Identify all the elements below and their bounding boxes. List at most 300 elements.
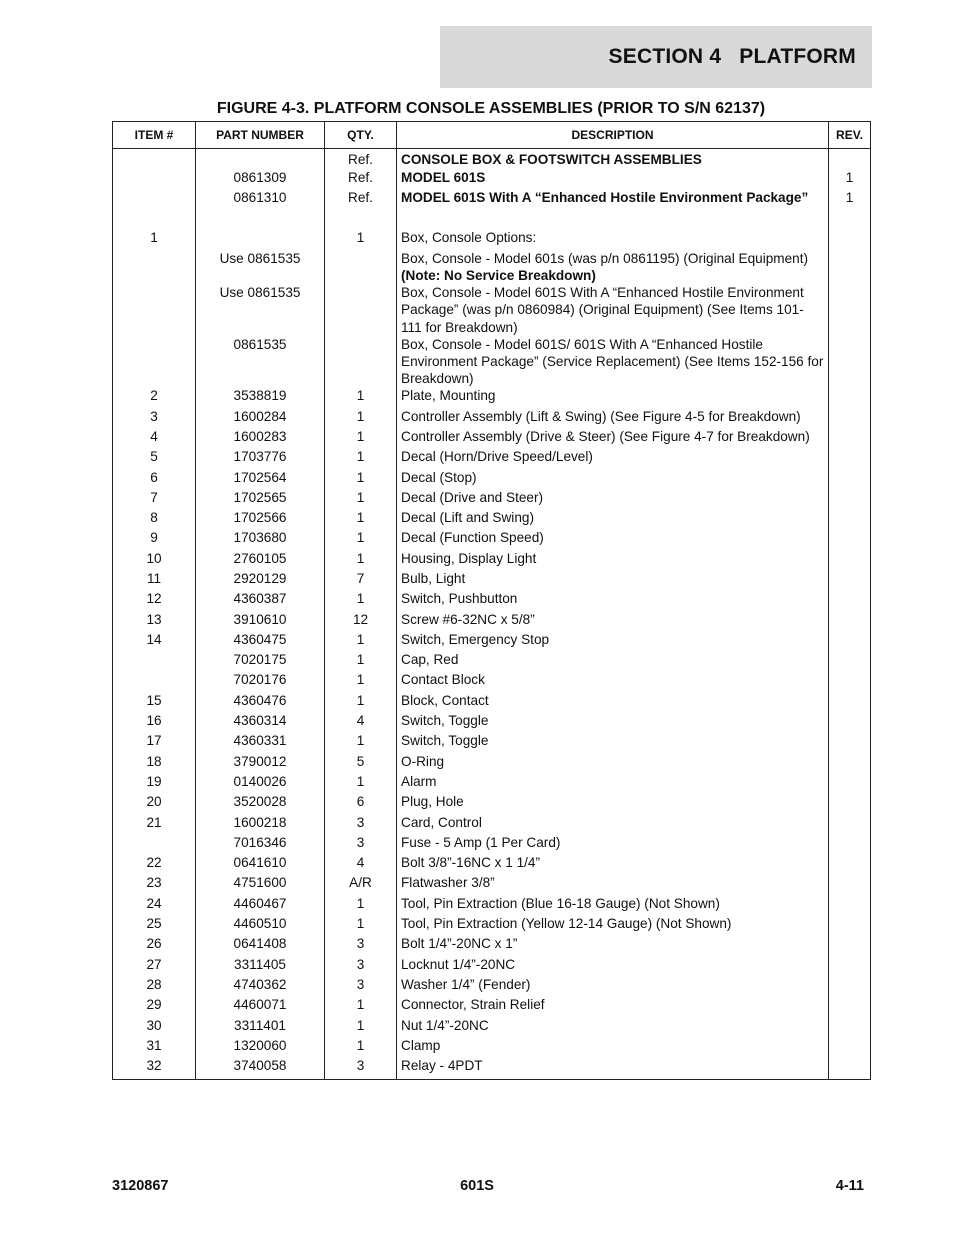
description-cell: [397, 408, 829, 428]
part-number-cell: 4751600: [196, 874, 325, 894]
description-text: Tool, Pin Extraction (Yellow 12-14 Gauge) (Not Shown): [401, 916, 732, 932]
description-cell: [397, 284, 829, 336]
description-text: Contact Block: [401, 672, 485, 688]
description-text: Controller Assembly (Lift & Swing) (See Figure 4-5 for Breakdown): [401, 408, 801, 424]
description-text: Decal (Lift and Swing): [401, 510, 534, 526]
description-text: Alarm: [401, 773, 437, 789]
part-number-cell: 4360331: [196, 732, 325, 752]
description-text: Block, Contact: [401, 692, 489, 708]
rev-cell: [829, 387, 871, 407]
qty-cell: 1: [325, 651, 397, 671]
table-row: [113, 209, 871, 229]
item-number-cell: 6: [113, 469, 196, 489]
rev-cell: [829, 611, 871, 631]
table-row: [113, 250, 871, 284]
rev-cell: [829, 570, 871, 590]
item-number-cell: 11: [113, 570, 196, 590]
table-row: [113, 469, 871, 489]
description-text: CONSOLE BOX & FOOTSWITCH ASSEMBLIES: [401, 152, 702, 167]
description-cell: [397, 671, 829, 691]
qty-cell: 3: [325, 814, 397, 834]
rev-cell: [829, 149, 871, 169]
part-number-cell: 1600218: [196, 814, 325, 834]
part-number-cell: 4360475: [196, 631, 325, 651]
table-row: [113, 814, 871, 834]
part-number-cell: 4360314: [196, 712, 325, 732]
part-number-cell: Use 0861535: [196, 250, 325, 284]
description-text: Clamp: [401, 1037, 441, 1053]
qty-cell: [325, 284, 397, 336]
description-cell: [397, 611, 829, 631]
item-number-cell: 26: [113, 935, 196, 955]
rev-cell: [829, 229, 871, 249]
qty-cell: Ref.: [325, 169, 397, 189]
rev-cell: [829, 956, 871, 976]
qty-cell: 1: [325, 509, 397, 529]
description-text: Box, Console - Model 601S/ 601S With A “Enhanced Hostile Environment Package” (Service Replacement) (See Items 152-156 for Breakdown): [401, 336, 824, 387]
description-text: Switch, Pushbutton: [401, 591, 518, 607]
qty-cell: 1: [325, 915, 397, 935]
rev-cell: [829, 631, 871, 651]
table-row: [113, 956, 871, 976]
item-number-cell: [113, 169, 196, 189]
rev-cell: [829, 1057, 871, 1079]
table-row: [113, 387, 871, 407]
rev-cell: [829, 895, 871, 915]
description-text: Box, Console - Model 601S With A “Enhanced Hostile Environment Package” (was p/n 0860984) (Original Equipment) (See Items 101-111 for Breakdown): [401, 285, 804, 335]
qty-cell: 1: [325, 428, 397, 448]
table-row: [113, 489, 871, 509]
part-number-cell: 2920129: [196, 570, 325, 590]
part-number-cell: [196, 229, 325, 249]
item-number-cell: [113, 671, 196, 691]
part-number-cell: 4460071: [196, 996, 325, 1016]
item-number-cell: 21: [113, 814, 196, 834]
rev-cell: [829, 935, 871, 955]
item-number-cell: 14: [113, 631, 196, 651]
rev-cell: [829, 1017, 871, 1037]
column-header-part-number: PART NUMBER: [196, 122, 325, 149]
description-text: Decal (Horn/Drive Speed/Level): [401, 449, 593, 465]
table-row: [113, 336, 871, 388]
item-number-cell: [113, 250, 196, 284]
qty-cell: 3: [325, 956, 397, 976]
section-title: SECTION 4 PLATFORM: [608, 45, 856, 68]
table-row: [113, 1017, 871, 1037]
item-number-cell: 20: [113, 793, 196, 813]
description-text: Bolt 1/4”-20NC x 1”: [401, 936, 518, 952]
description-cell: [397, 712, 829, 732]
description-cell: [397, 753, 829, 773]
rev-cell: [829, 814, 871, 834]
part-number-cell: 4460467: [196, 895, 325, 915]
part-number-cell: 4360387: [196, 590, 325, 610]
qty-cell: 6: [325, 793, 397, 813]
rev-cell: [829, 509, 871, 529]
qty-cell: 7: [325, 570, 397, 590]
qty-cell: 1: [325, 590, 397, 610]
item-number-cell: 15: [113, 692, 196, 712]
qty-cell: 1: [325, 550, 397, 570]
description-text: Switch, Emergency Stop: [401, 631, 550, 647]
table-row: [113, 753, 871, 773]
rev-cell: [829, 874, 871, 894]
item-number-cell: [113, 149, 196, 169]
qty-cell: Ref.: [325, 189, 397, 209]
description-cell: [397, 956, 829, 976]
footer-document-number: 3120867: [112, 1178, 169, 1194]
part-number-cell: 7016346: [196, 834, 325, 854]
description-cell: [397, 448, 829, 468]
description-cell: [397, 550, 829, 570]
description-cell: [397, 509, 829, 529]
description-text: Housing, Display Light: [401, 550, 537, 566]
table-row: [113, 631, 871, 651]
qty-cell: 1: [325, 408, 397, 428]
item-number-cell: 19: [113, 773, 196, 793]
qty-cell: 1: [325, 448, 397, 468]
rev-cell: [829, 336, 871, 388]
description-cell: [397, 773, 829, 793]
description-cell: [397, 874, 829, 894]
description-cell: [397, 209, 829, 229]
part-number-cell: 0861309: [196, 169, 325, 189]
description-cell: [397, 1017, 829, 1037]
rev-cell: [829, 590, 871, 610]
qty-cell: 3: [325, 976, 397, 996]
description-cell: [397, 895, 829, 915]
description-text: Box, Console Options:: [401, 230, 537, 246]
part-number-cell: 1600284: [196, 408, 325, 428]
table-row: [113, 509, 871, 529]
description-text: Flatwasher 3/8”: [401, 875, 495, 891]
qty-cell: 1: [325, 773, 397, 793]
item-number-cell: 9: [113, 529, 196, 549]
item-number-cell: 24: [113, 895, 196, 915]
qty-cell: 1: [325, 895, 397, 915]
table-row: [113, 1037, 871, 1057]
description-cell: [397, 229, 829, 249]
table-row: [113, 976, 871, 996]
description-text: Cap, Red: [401, 652, 459, 668]
description-cell: [397, 935, 829, 955]
rev-cell: [829, 996, 871, 1016]
item-number-cell: 7: [113, 489, 196, 509]
item-number-cell: [113, 209, 196, 229]
rev-cell: [829, 671, 871, 691]
part-number-cell: 1320060: [196, 1037, 325, 1057]
description-cell: [397, 387, 829, 407]
rev-cell: [829, 793, 871, 813]
qty-cell: 1: [325, 489, 397, 509]
description-cell: [397, 469, 829, 489]
table-row: [113, 834, 871, 854]
table-row: [113, 229, 871, 249]
rev-cell: [829, 1037, 871, 1057]
description-text: Locknut 1/4”-20NC: [401, 956, 516, 972]
rev-cell: [829, 489, 871, 509]
table-row: [113, 895, 871, 915]
item-number-cell: 18: [113, 753, 196, 773]
description-cell: [397, 428, 829, 448]
item-number-cell: 31: [113, 1037, 196, 1057]
description-cell: [397, 814, 829, 834]
description-text: Decal (Function Speed): [401, 530, 544, 546]
rev-cell: [829, 915, 871, 935]
table-row: [113, 1057, 871, 1079]
rev-cell: [829, 773, 871, 793]
column-header-rev: REV.: [829, 122, 871, 149]
footer-model: 601S: [460, 1178, 494, 1194]
description-text: Fuse - 5 Amp (1 Per Card): [401, 834, 561, 850]
table-row: [113, 428, 871, 448]
part-number-cell: 0140026: [196, 773, 325, 793]
description-cell: [397, 1037, 829, 1057]
rev-cell: [829, 712, 871, 732]
item-number-cell: 27: [113, 956, 196, 976]
item-number-cell: 25: [113, 915, 196, 935]
part-number-cell: 0861310: [196, 189, 325, 209]
description-text: MODEL 601S: [401, 169, 486, 185]
rev-cell: 1: [829, 189, 871, 209]
part-number-cell: Use 0861535: [196, 284, 325, 336]
description-text: Screw #6-32NC x 5/8”: [401, 611, 535, 627]
item-number-cell: 8: [113, 509, 196, 529]
description-text: Switch, Toggle: [401, 733, 489, 749]
description-note: (Note: No Service Breakdown): [401, 267, 596, 283]
table-row: [113, 793, 871, 813]
description-text: Card, Control: [401, 814, 482, 830]
rev-cell: [829, 209, 871, 229]
rev-cell: [829, 854, 871, 874]
description-cell: [397, 651, 829, 671]
description-text: Switch, Toggle: [401, 713, 489, 729]
description-cell: [397, 692, 829, 712]
description-cell: [397, 631, 829, 651]
table-row: [113, 550, 871, 570]
description-cell: [397, 336, 829, 388]
description-text: Connector, Strain Relief: [401, 997, 545, 1013]
part-number-cell: 1600283: [196, 428, 325, 448]
table-row: [113, 874, 871, 894]
part-number-cell: 7020175: [196, 651, 325, 671]
description-text: Decal (Stop): [401, 469, 477, 485]
rev-cell: [829, 428, 871, 448]
rev-cell: [829, 976, 871, 996]
table-row: [113, 611, 871, 631]
table-header-row: [113, 122, 871, 149]
column-header-item: ITEM #: [113, 122, 196, 149]
qty-cell: 12: [325, 611, 397, 631]
part-number-cell: 0861535: [196, 336, 325, 388]
description-cell: [397, 1057, 829, 1079]
rev-cell: [829, 692, 871, 712]
description-text: Relay - 4PDT: [401, 1058, 483, 1074]
description-text: Nut 1/4”-20NC: [401, 1017, 489, 1033]
item-number-cell: 30: [113, 1017, 196, 1037]
description-cell: [397, 149, 829, 169]
table-row: [113, 570, 871, 590]
qty-cell: 1: [325, 1037, 397, 1057]
qty-cell: 4: [325, 712, 397, 732]
description-text: Tool, Pin Extraction (Blue 16-18 Gauge) (Not Shown): [401, 895, 720, 911]
item-number-cell: [113, 189, 196, 209]
qty-cell: [325, 336, 397, 388]
column-header-description: DESCRIPTION: [397, 122, 829, 149]
table-row: [113, 529, 871, 549]
description-text: MODEL 601S With A “Enhanced Hostile Environment Package”: [401, 190, 809, 206]
item-number-cell: 32: [113, 1057, 196, 1079]
table-row: [113, 854, 871, 874]
item-number-cell: 16: [113, 712, 196, 732]
qty-cell: 1: [325, 671, 397, 691]
description-cell: [397, 996, 829, 1016]
item-number-cell: [113, 336, 196, 388]
qty-cell: [325, 209, 397, 229]
table-row: [113, 935, 871, 955]
table-row: [113, 712, 871, 732]
rev-cell: [829, 834, 871, 854]
part-number-cell: 3311401: [196, 1017, 325, 1037]
table-row: [113, 773, 871, 793]
qty-cell: [325, 250, 397, 284]
table-row: [113, 651, 871, 671]
rev-cell: [829, 651, 871, 671]
part-number-cell: [196, 209, 325, 229]
item-number-cell: [113, 284, 196, 336]
description-cell: [397, 169, 829, 189]
description-cell: [397, 590, 829, 610]
part-number-cell: 4460510: [196, 915, 325, 935]
part-number-cell: 3311405: [196, 956, 325, 976]
item-number-cell: 23: [113, 874, 196, 894]
qty-cell: 3: [325, 935, 397, 955]
description-cell: [397, 189, 829, 209]
rev-cell: [829, 284, 871, 336]
part-number-cell: 3520028: [196, 793, 325, 813]
part-number-cell: 3790012: [196, 753, 325, 773]
item-number-cell: 13: [113, 611, 196, 631]
table-row: [113, 189, 871, 209]
description-text: O-Ring: [401, 753, 445, 769]
part-number-cell: 7020176: [196, 671, 325, 691]
description-text: Washer 1/4” (Fender): [401, 976, 531, 992]
table-row: [113, 149, 871, 169]
rev-cell: [829, 550, 871, 570]
description-cell: [397, 976, 829, 996]
item-number-cell: 4: [113, 428, 196, 448]
table-row: [113, 448, 871, 468]
part-number-cell: 4740362: [196, 976, 325, 996]
table-row: [113, 408, 871, 428]
parts-table-body: [113, 149, 871, 1080]
description-text: Bulb, Light: [401, 570, 466, 586]
rev-cell: [829, 469, 871, 489]
qty-cell: Ref.: [325, 149, 397, 169]
part-number-cell: 0641610: [196, 854, 325, 874]
section-header: [440, 26, 872, 88]
qty-cell: 1: [325, 529, 397, 549]
description-text: Plug, Hole: [401, 794, 464, 810]
rev-cell: [829, 529, 871, 549]
description-text: Box, Console - Model 601s (was p/n 0861195) (Original Equipment): [401, 250, 809, 266]
description-cell: [397, 793, 829, 813]
table-row: [113, 671, 871, 691]
item-number-cell: 29: [113, 996, 196, 1016]
item-number-cell: 28: [113, 976, 196, 996]
column-header-qty: QTY.: [325, 122, 397, 149]
part-number-cell: 4360476: [196, 692, 325, 712]
item-number-cell: 22: [113, 854, 196, 874]
description-text: Controller Assembly (Drive & Steer) (See Figure 4-7 for Breakdown): [401, 428, 810, 444]
rev-cell: [829, 732, 871, 752]
part-number-cell: 2760105: [196, 550, 325, 570]
part-number-cell: 3740058: [196, 1057, 325, 1079]
item-number-cell: 17: [113, 732, 196, 752]
description-cell: [397, 250, 829, 284]
qty-cell: 1: [325, 1017, 397, 1037]
part-number-cell: 1703776: [196, 448, 325, 468]
description-cell: [397, 854, 829, 874]
description-text: Decal (Drive and Steer): [401, 489, 544, 505]
table-row: [113, 169, 871, 189]
part-number-cell: 3538819: [196, 387, 325, 407]
item-number-cell: 1: [113, 229, 196, 249]
table-row: [113, 590, 871, 610]
qty-cell: 1: [325, 996, 397, 1016]
item-number-cell: 10: [113, 550, 196, 570]
part-number-cell: 1702565: [196, 489, 325, 509]
item-number-cell: 3: [113, 408, 196, 428]
part-number-cell: 3910610: [196, 611, 325, 631]
description-cell: [397, 732, 829, 752]
table-row: [113, 732, 871, 752]
qty-cell: 1: [325, 692, 397, 712]
qty-cell: A/R: [325, 874, 397, 894]
item-number-cell: 12: [113, 590, 196, 610]
description-cell: [397, 489, 829, 509]
description-text: Bolt 3/8”-16NC x 1 1/4”: [401, 855, 541, 871]
description-cell: [397, 529, 829, 549]
qty-cell: 1: [325, 469, 397, 489]
qty-cell: 1: [325, 732, 397, 752]
table-row: [113, 996, 871, 1016]
qty-cell: 4: [325, 854, 397, 874]
rev-cell: [829, 753, 871, 773]
parts-table: [112, 121, 871, 1080]
part-number-cell: 1702566: [196, 509, 325, 529]
item-number-cell: [113, 834, 196, 854]
qty-cell: 1: [325, 229, 397, 249]
figure-title: FIGURE 4-3. PLATFORM CONSOLE ASSEMBLIES (PRIOR TO S/N 62137): [216, 100, 766, 117]
table-row: [113, 915, 871, 935]
qty-cell: 3: [325, 1057, 397, 1079]
item-number-cell: [113, 651, 196, 671]
qty-cell: 1: [325, 387, 397, 407]
description-cell: [397, 570, 829, 590]
footer-page-number: 4-11: [835, 1178, 864, 1194]
description-cell: [397, 915, 829, 935]
part-number-cell: 1702564: [196, 469, 325, 489]
item-number-cell: 2: [113, 387, 196, 407]
qty-cell: 1: [325, 631, 397, 651]
rev-cell: 1: [829, 169, 871, 189]
table-row: [113, 692, 871, 712]
qty-cell: 3: [325, 834, 397, 854]
part-number-cell: 1703680: [196, 529, 325, 549]
description-text: Plate, Mounting: [401, 388, 496, 404]
rev-cell: [829, 448, 871, 468]
